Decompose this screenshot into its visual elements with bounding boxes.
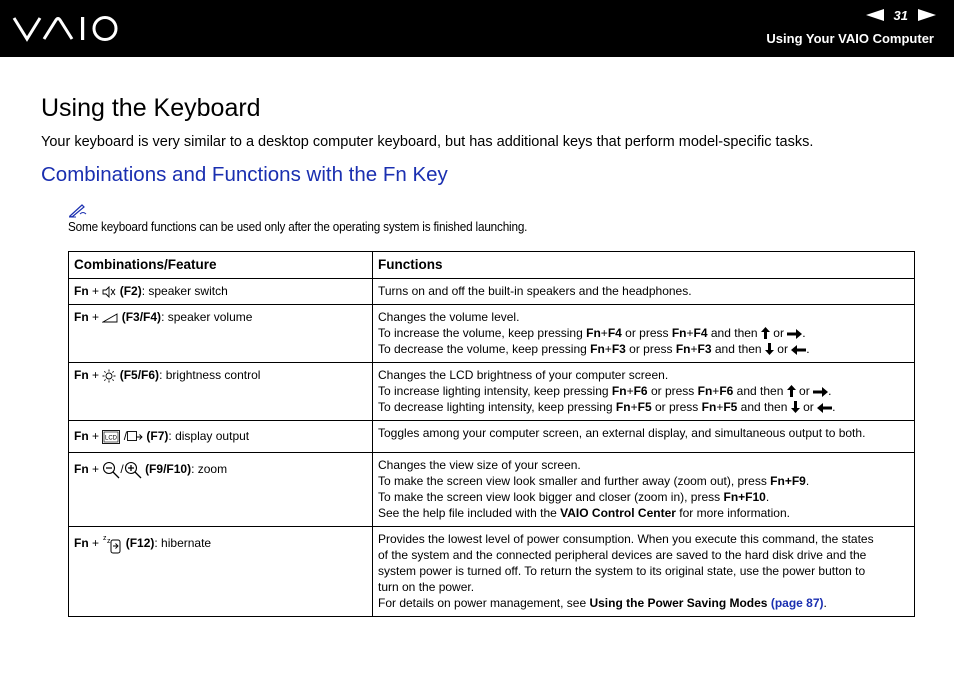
next-page-arrow-icon[interactable] xyxy=(918,9,936,21)
lcd-display-icon xyxy=(102,430,120,444)
combination-cell xyxy=(69,453,373,527)
feature-label: : brightness control xyxy=(159,368,261,382)
separator: / xyxy=(120,462,124,477)
key-label: (F5/F6) xyxy=(119,368,160,382)
right-arrow-icon xyxy=(787,329,802,339)
right-arrow-icon xyxy=(813,387,828,397)
table-row xyxy=(69,421,915,453)
down-arrow-icon xyxy=(791,401,800,413)
function-text: To make the screen view look smaller and further away (zoom out), press Fn+F9. xyxy=(378,474,810,488)
note-pencil-icon xyxy=(68,202,88,218)
vaio-logo xyxy=(12,12,122,44)
volume-wedge-icon xyxy=(102,313,118,323)
feature-label: : speaker switch xyxy=(141,284,228,298)
feature-label: : speaker volume xyxy=(161,310,253,324)
function-text: Changes the volume level. xyxy=(378,310,520,324)
fn-key: Fn xyxy=(74,429,89,443)
plus-sign: + xyxy=(92,429,100,443)
up-arrow-icon xyxy=(787,385,796,397)
hibernate-icon xyxy=(102,533,122,555)
plus-sign: + xyxy=(92,284,100,298)
separator: / xyxy=(123,429,128,443)
combination-cell xyxy=(69,421,373,453)
function-text: Turns on and off the built-in speakers and the headphones. xyxy=(378,284,692,298)
function-text: turn on the power. xyxy=(378,580,475,594)
function-cell xyxy=(373,421,915,453)
function-cell xyxy=(373,527,915,617)
page-title: Using the Keyboard xyxy=(41,94,261,122)
feature-label: : display output xyxy=(168,429,250,443)
function-text: See the help file included with the VAIO Control Center for more information. xyxy=(378,506,790,520)
function-text: To increase lighting intensity, keep pressing Fn+F6 or press Fn+F6 and then or . xyxy=(378,384,832,398)
section-heading: Combinations and Functions with the Fn Key xyxy=(41,163,448,186)
combination-cell xyxy=(69,279,373,305)
plus-sign: + xyxy=(92,368,100,382)
function-text: For details on power management, see Using the Power Saving Modes (page 87). xyxy=(378,596,827,610)
fn-key: Fn xyxy=(74,368,89,382)
page-number: 31 xyxy=(893,7,908,23)
function-cell xyxy=(373,363,915,421)
key-label: (F2) xyxy=(119,284,142,298)
note-text: Some keyboard functions can be used only after the operating system is finished launching. xyxy=(68,220,528,234)
left-arrow-icon xyxy=(791,345,806,355)
table-row xyxy=(69,305,915,363)
page-navigation xyxy=(866,6,936,24)
feature-label: : hibernate xyxy=(154,536,212,551)
external-display-icon xyxy=(127,431,143,443)
speaker-mute-icon xyxy=(102,286,116,298)
table-row xyxy=(69,527,915,617)
table-row xyxy=(69,453,915,527)
combination-cell xyxy=(69,305,373,363)
zoom-in-icon xyxy=(124,461,142,479)
key-label: (F9/F10) xyxy=(145,462,192,477)
function-text: Changes the view size of your screen. xyxy=(378,458,581,472)
plus-sign: + xyxy=(92,310,100,324)
function-text: system power is turned off. To return the system to its original state, use the power button to xyxy=(378,564,866,578)
previous-page-arrow-icon[interactable] xyxy=(866,9,884,21)
fn-key-table xyxy=(68,251,915,617)
intro-paragraph: Your keyboard is very similar to a desktop computer keyboard, but has additional keys that perform model-specific tasks. xyxy=(41,134,814,150)
combination-cell xyxy=(69,363,373,421)
left-arrow-icon xyxy=(817,403,832,413)
table-row xyxy=(69,279,915,305)
plus-sign: + xyxy=(92,536,100,551)
combination-cell xyxy=(69,527,373,617)
brightness-sun-icon xyxy=(102,369,116,383)
table-header-row xyxy=(69,252,915,279)
fn-key: Fn xyxy=(74,536,89,551)
function-text: Toggles among your computer screen, an external display, and simultaneous output to both. xyxy=(378,426,866,440)
function-text: To decrease the volume, keep pressing Fn+F3 or press Fn+F3 and then or . xyxy=(378,342,810,356)
down-arrow-icon xyxy=(765,343,774,355)
fn-key: Fn xyxy=(74,462,89,477)
plus-sign: + xyxy=(92,462,100,477)
fn-key: Fn xyxy=(74,310,89,324)
column-header: Combinations/Feature xyxy=(69,252,373,279)
page-87-link[interactable]: (page 87) xyxy=(770,596,824,610)
key-label: (F3/F4) xyxy=(121,310,162,324)
svg-text:LCD: LCD xyxy=(105,435,118,442)
function-cell xyxy=(373,279,915,305)
feature-label: : zoom xyxy=(191,462,228,477)
key-label: (F12) xyxy=(125,536,155,551)
up-arrow-icon xyxy=(761,327,770,339)
function-text: To make the screen view look bigger and closer (zoom in), press Fn+F10. xyxy=(378,490,770,504)
function-text: To decrease lighting intensity, keep pressing Fn+F5 or press Fn+F5 and then or . xyxy=(378,400,836,414)
header-bar xyxy=(0,0,954,57)
function-text: Changes the LCD brightness of your computer screen. xyxy=(378,368,669,382)
zoom-out-icon xyxy=(102,461,120,479)
function-cell xyxy=(373,305,915,363)
key-label: (F7) xyxy=(146,429,169,443)
section-title: Using Your VAIO Computer xyxy=(766,31,934,46)
function-cell xyxy=(373,453,915,527)
svg-text:z: z xyxy=(103,535,107,542)
function-text: of the system and the connected peripheral devices are saved to the hard disk drive and the xyxy=(378,548,867,562)
function-text: Provides the lowest level of power consumption. When you execute this command, the states xyxy=(378,532,874,546)
function-text: To increase the volume, keep pressing Fn+F4 or press Fn+F4 and then or . xyxy=(378,326,806,340)
svg-text:z: z xyxy=(107,538,111,545)
fn-key: Fn xyxy=(74,284,89,298)
column-header: Functions xyxy=(373,252,915,279)
table-row xyxy=(69,363,915,421)
